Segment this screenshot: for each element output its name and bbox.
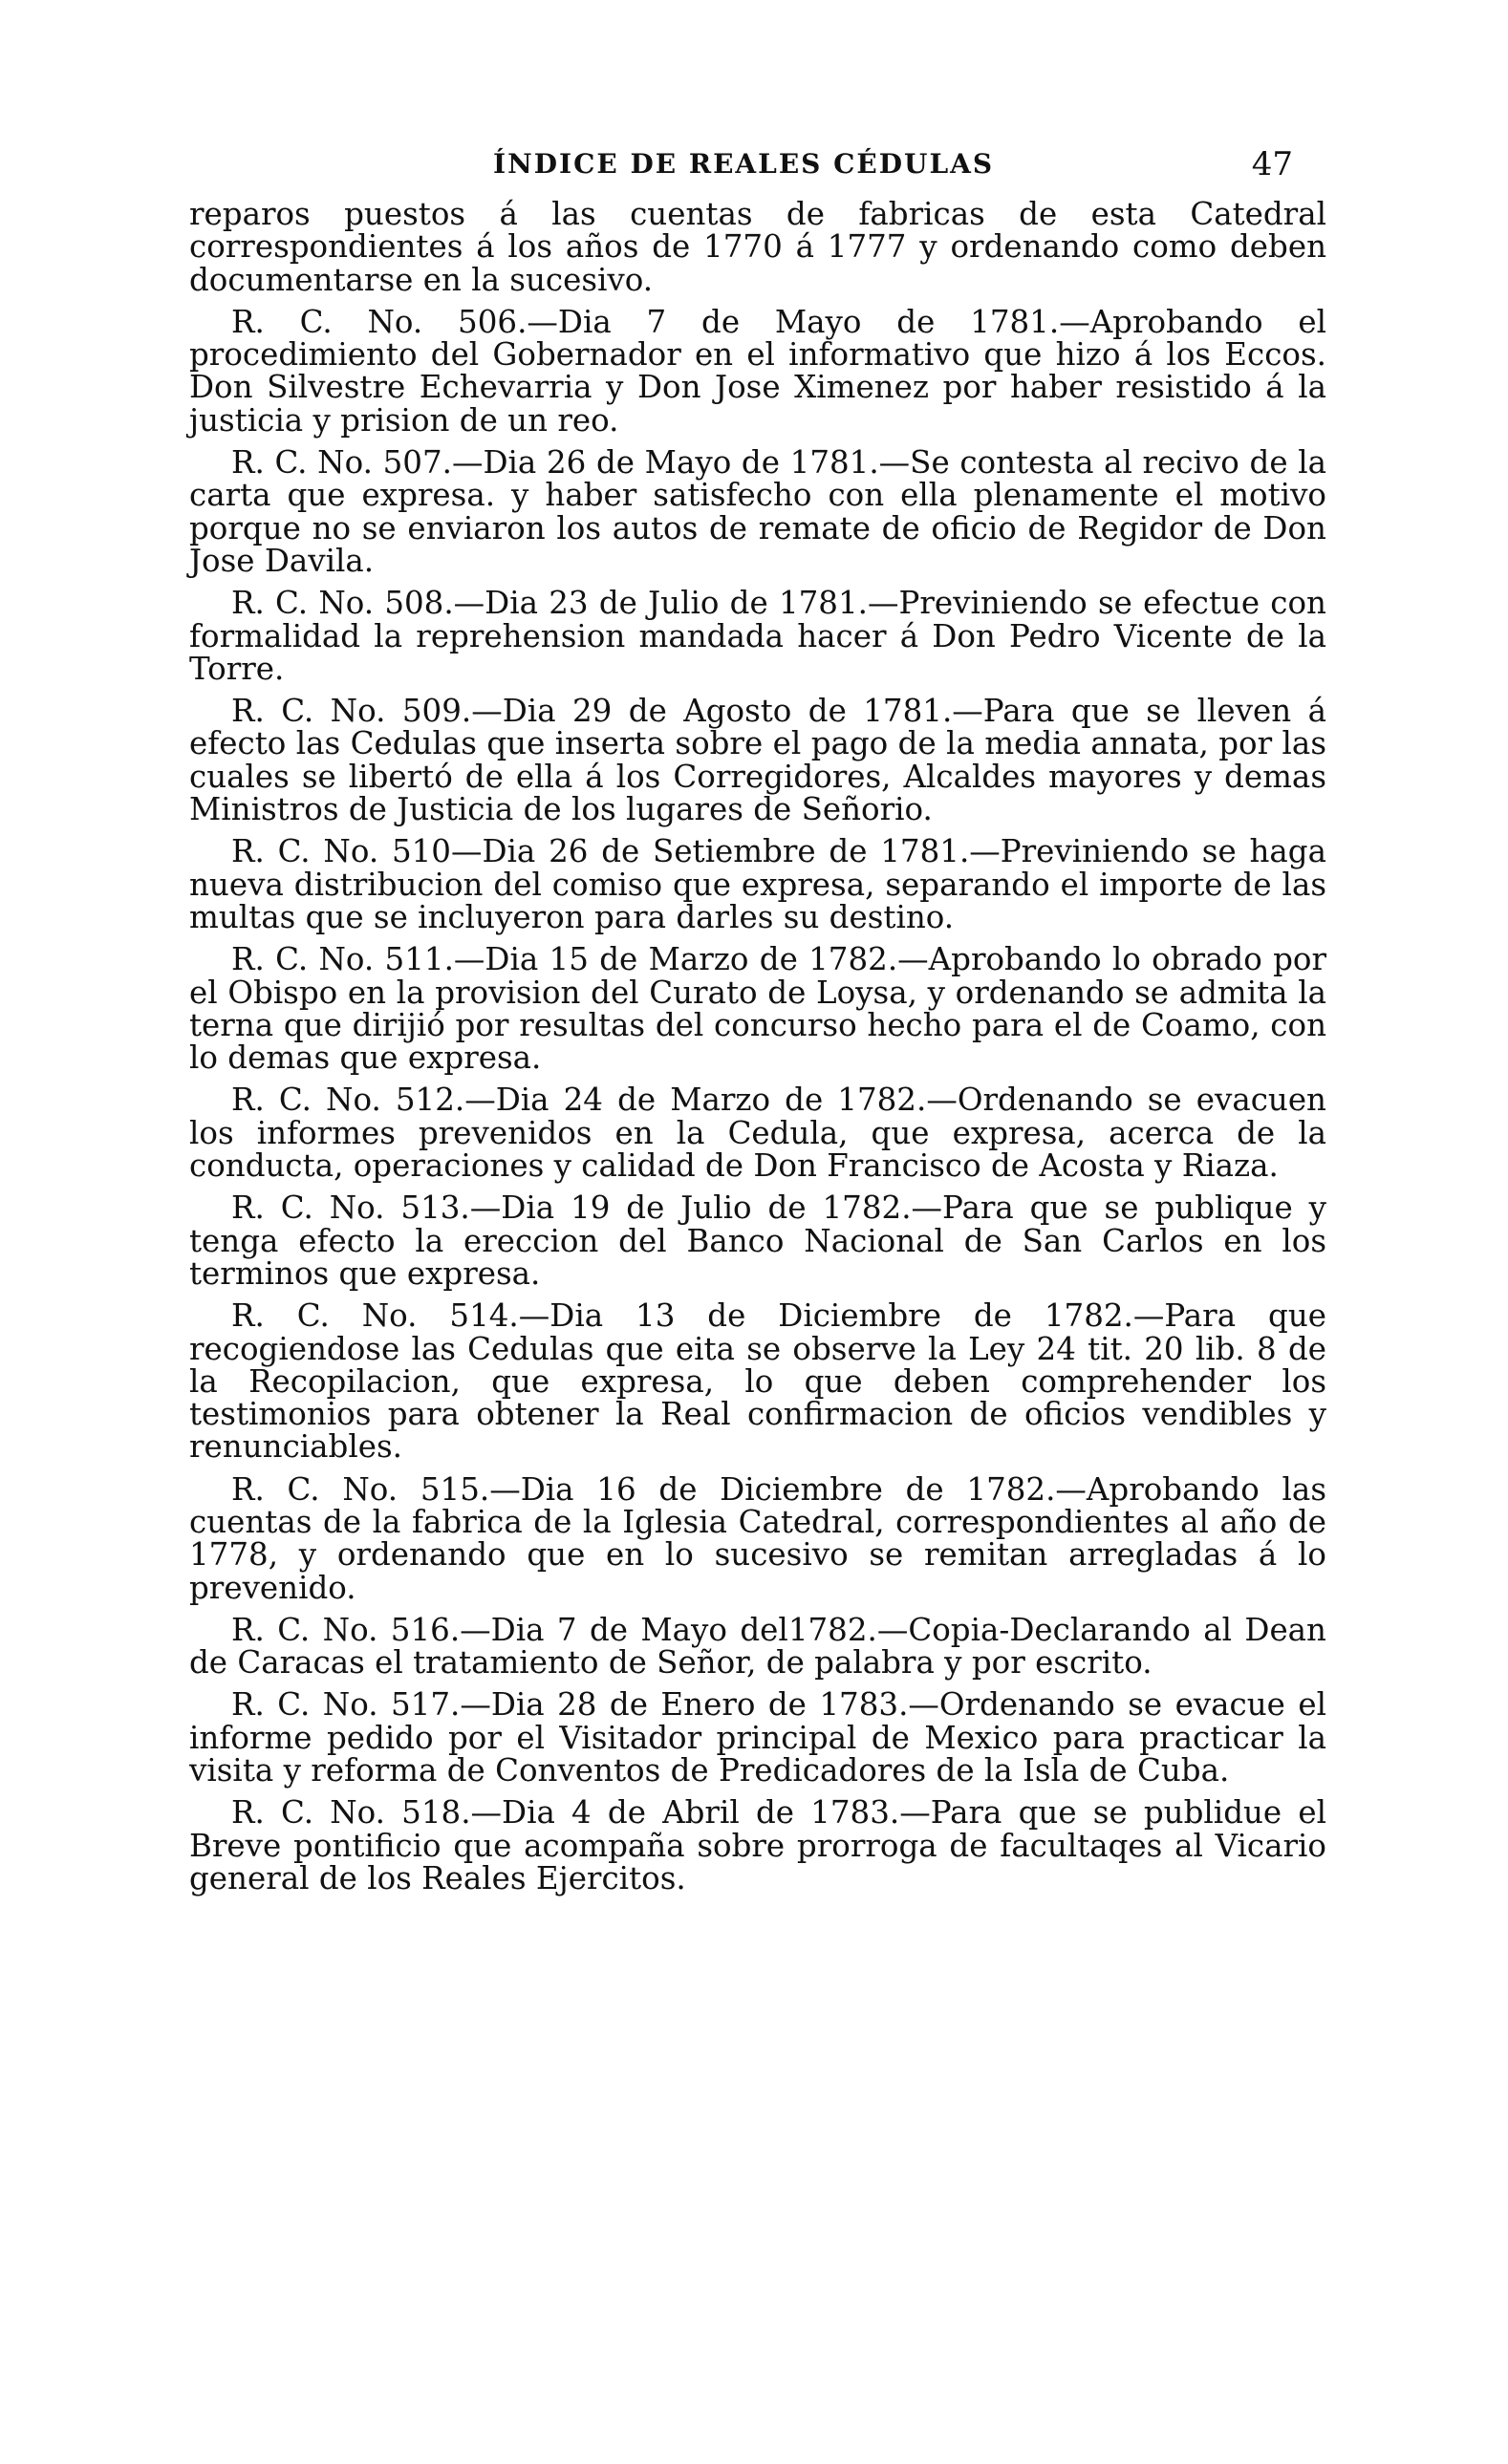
entry-rc-517: R. C. No. 517.—Dia 28 de Enero de 1783.—Ordenando se evacue el informe pedido por el Visitador principal de Mexico para practicar la visita y reforma de Conventos de Predicadores de la Isla de Cuba. bbox=[189, 1686, 1326, 1789]
running-head bbox=[189, 143, 1293, 185]
entry-rc-506: R. C. No. 506.—Dia 7 de Mayo de 1781.—Aprobando el procedimiento del Gobernador en el informativo que hizo á los Eccos. Don Silvestre Echevarria y Don Jose Ximenez por haber resistido á la justicia y prision de un reo. bbox=[189, 303, 1326, 439]
entry-rc-509: R. C. No. 509.—Dia 29 de Agosto de 1781.—Para que se lleven á efecto las Cedulas que inserta sobre el pago de la media annata, por las cuales se libertó de ella á los Corregidores, Alcaldes mayores y demas Ministros de Justicia de los lugares de Señorio. bbox=[189, 693, 1326, 828]
body-text bbox=[189, 198, 1326, 1904]
entry-rc-515: R. C. No. 515.—Dia 16 de Diciembre de 1782.—Aprobando las cuentas de la fabrica de la Iglesia Catedral, correspondientes al año de 1778, y ordenando que en lo sucesivo se remitan arregladas á lo prevenido. bbox=[189, 1470, 1326, 1606]
entry-rc-513: R. C. No. 513.—Dia 19 de Julio de 1782.—Para que se publique y tenga efecto la ereccion del Banco Nacional de San Carlos en los terminos que expresa. bbox=[189, 1189, 1326, 1292]
paragraph-continued: reparos puestos á las cuentas de fabricas de esta Catedral correspondientes á los años de 1770 á 1777 y ordenando como deben documentarse en la sucesivo. bbox=[189, 196, 1326, 298]
entry-rc-516: R. C. No. 516.—Dia 7 de Mayo del1782.—Copia-Declarando al Dean de Caracas el tratamiento de Señor, de palabra y por escrito. bbox=[189, 1611, 1326, 1682]
entry-rc-507: R. C. No. 507.—Dia 26 de Mayo de 1781.—Se contesta al recivo de la carta que expresa. y haber satisfecho con ella plenamente el motivo porque no se enviaron los autos de remate de oficio de Regidor de Don Jose Davila. bbox=[189, 444, 1326, 579]
running-title: ÍNDICE DE REALES CÉDULAS bbox=[493, 148, 995, 180]
entry-rc-512: R. C. No. 512.—Dia 24 de Marzo de 1782.—Ordenando se evacuen los informes prevenidos en la Cedula, que expresa, acerca de la conducta, operaciones y calidad de Don Francisco de Acosta y Riaza. bbox=[189, 1082, 1326, 1185]
entry-rc-514: R. C. No. 514.—Dia 13 de Diciembre de 1782.—Para que recogiendose las Cedulas que eita se observe la Ley 24 tit. 20 lib. 8 de la Recopilacion, que expresa, lo que deben comprehender los testimonios para obtener la Real confirmacion de oficios vendibles y renunciables. bbox=[189, 1297, 1326, 1466]
entry-rc-518: R. C. No. 518.—Dia 4 de Abril de 1783.—Para que se publidue el Breve pontificio que acompaña sobre prorroga de facultaqes al Vicario general de los Reales Ejercitos. bbox=[189, 1794, 1326, 1896]
entry-rc-508: R. C. No. 508.—Dia 23 de Julio de 1781.—Previniendo se efectue con formalidad la reprehension mandada hacer á Don Pedro Vicente de la Torre. bbox=[189, 585, 1326, 687]
entry-rc-511: R. C. No. 511.—Dia 15 de Marzo de 1782.—Aprobando lo obrado por el Obispo en la provision del Curato de Loysa, y ordenando se admita la terna que dirijió por resultas del concurso hecho para el de Coamo, con lo demas que expresa. bbox=[189, 941, 1326, 1077]
entry-rc-510: R. C. No. 510—Dia 26 de Setiembre de 1781.—Previniendo se haga nueva distribucion del comiso que expresa, separando el importe de las multas que se incluyeron para darles su destino. bbox=[189, 833, 1326, 935]
page-number: 47 bbox=[1251, 145, 1293, 183]
